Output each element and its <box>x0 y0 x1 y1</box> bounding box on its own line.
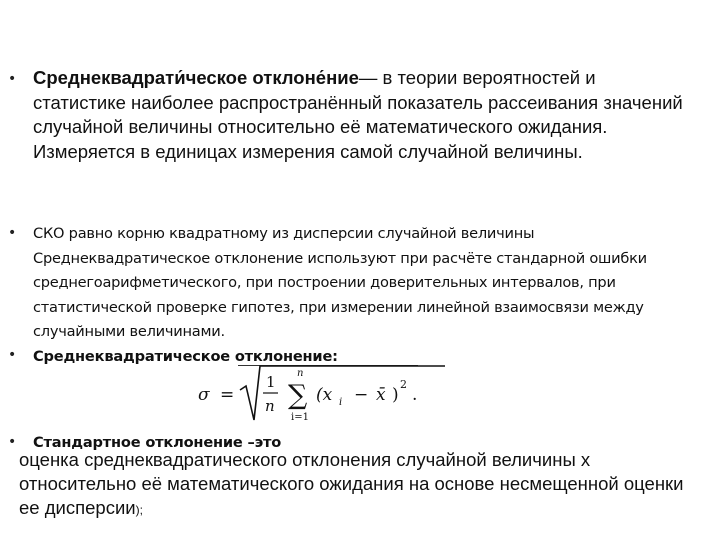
formula-close-paren: ) <box>392 385 399 405</box>
bullet-2: • <box>8 225 17 241</box>
paragraph-estimate <box>19 448 699 522</box>
formula-period: . <box>412 385 418 405</box>
formula-body: (x <box>316 385 333 405</box>
formula-sum-lower: i=1 <box>291 412 309 423</box>
estimate-text: оценка среднеквадратического отклонения случайной величины х относительно её математического ожидания на основе несмещенной оценки ее дисперсии <box>19 449 684 518</box>
formula-square: 2 <box>400 378 407 391</box>
term-standard-deviation: Среднеквадрати́ческое отклоне́ние <box>33 67 359 88</box>
formula-xbar: x̄ <box>376 385 386 405</box>
formula-svg <box>190 360 450 430</box>
standard-deviation-heading: Стандартное отклонение –это <box>33 434 282 451</box>
formula-numerator: 1 <box>266 373 276 391</box>
formula-sigma: σ <box>198 385 210 405</box>
definition-text: — в теории вероятностей и статистике наиболее распространённый показатель рассеивания значений случайной величины относительно её математического ожидания. Измеряется в единицах измерения самой случайной величины. <box>33 67 683 162</box>
formula-sum-sign: ∑ <box>288 380 308 411</box>
bullet-3: • <box>8 347 17 363</box>
formula-denominator: n <box>265 397 275 415</box>
formula-minus: − <box>354 385 369 405</box>
bullet-1: • <box>8 71 17 87</box>
formula-heading: Среднеквадратическое отклонение: <box>33 348 338 365</box>
formula-sum-upper: n <box>297 368 304 379</box>
paragraph-sko: СКО равно корню квадратному из дисперсии случайной величины Среднеквадратическое отклонение используют при расчёте стандарной ошибки среднегоарифметического, при построении доверительных интервалов, при статистической проверке гипотез, при измерении линейной взаимосвязи между случайными величинами. <box>33 225 647 340</box>
formula-equals: = <box>220 385 235 405</box>
paragraph-definition <box>33 66 683 164</box>
bullet-4: • <box>8 434 17 450</box>
formula-subscript-i: i <box>339 397 343 408</box>
std-dev-formula <box>190 360 450 435</box>
estimate-tail: ); <box>135 503 143 517</box>
